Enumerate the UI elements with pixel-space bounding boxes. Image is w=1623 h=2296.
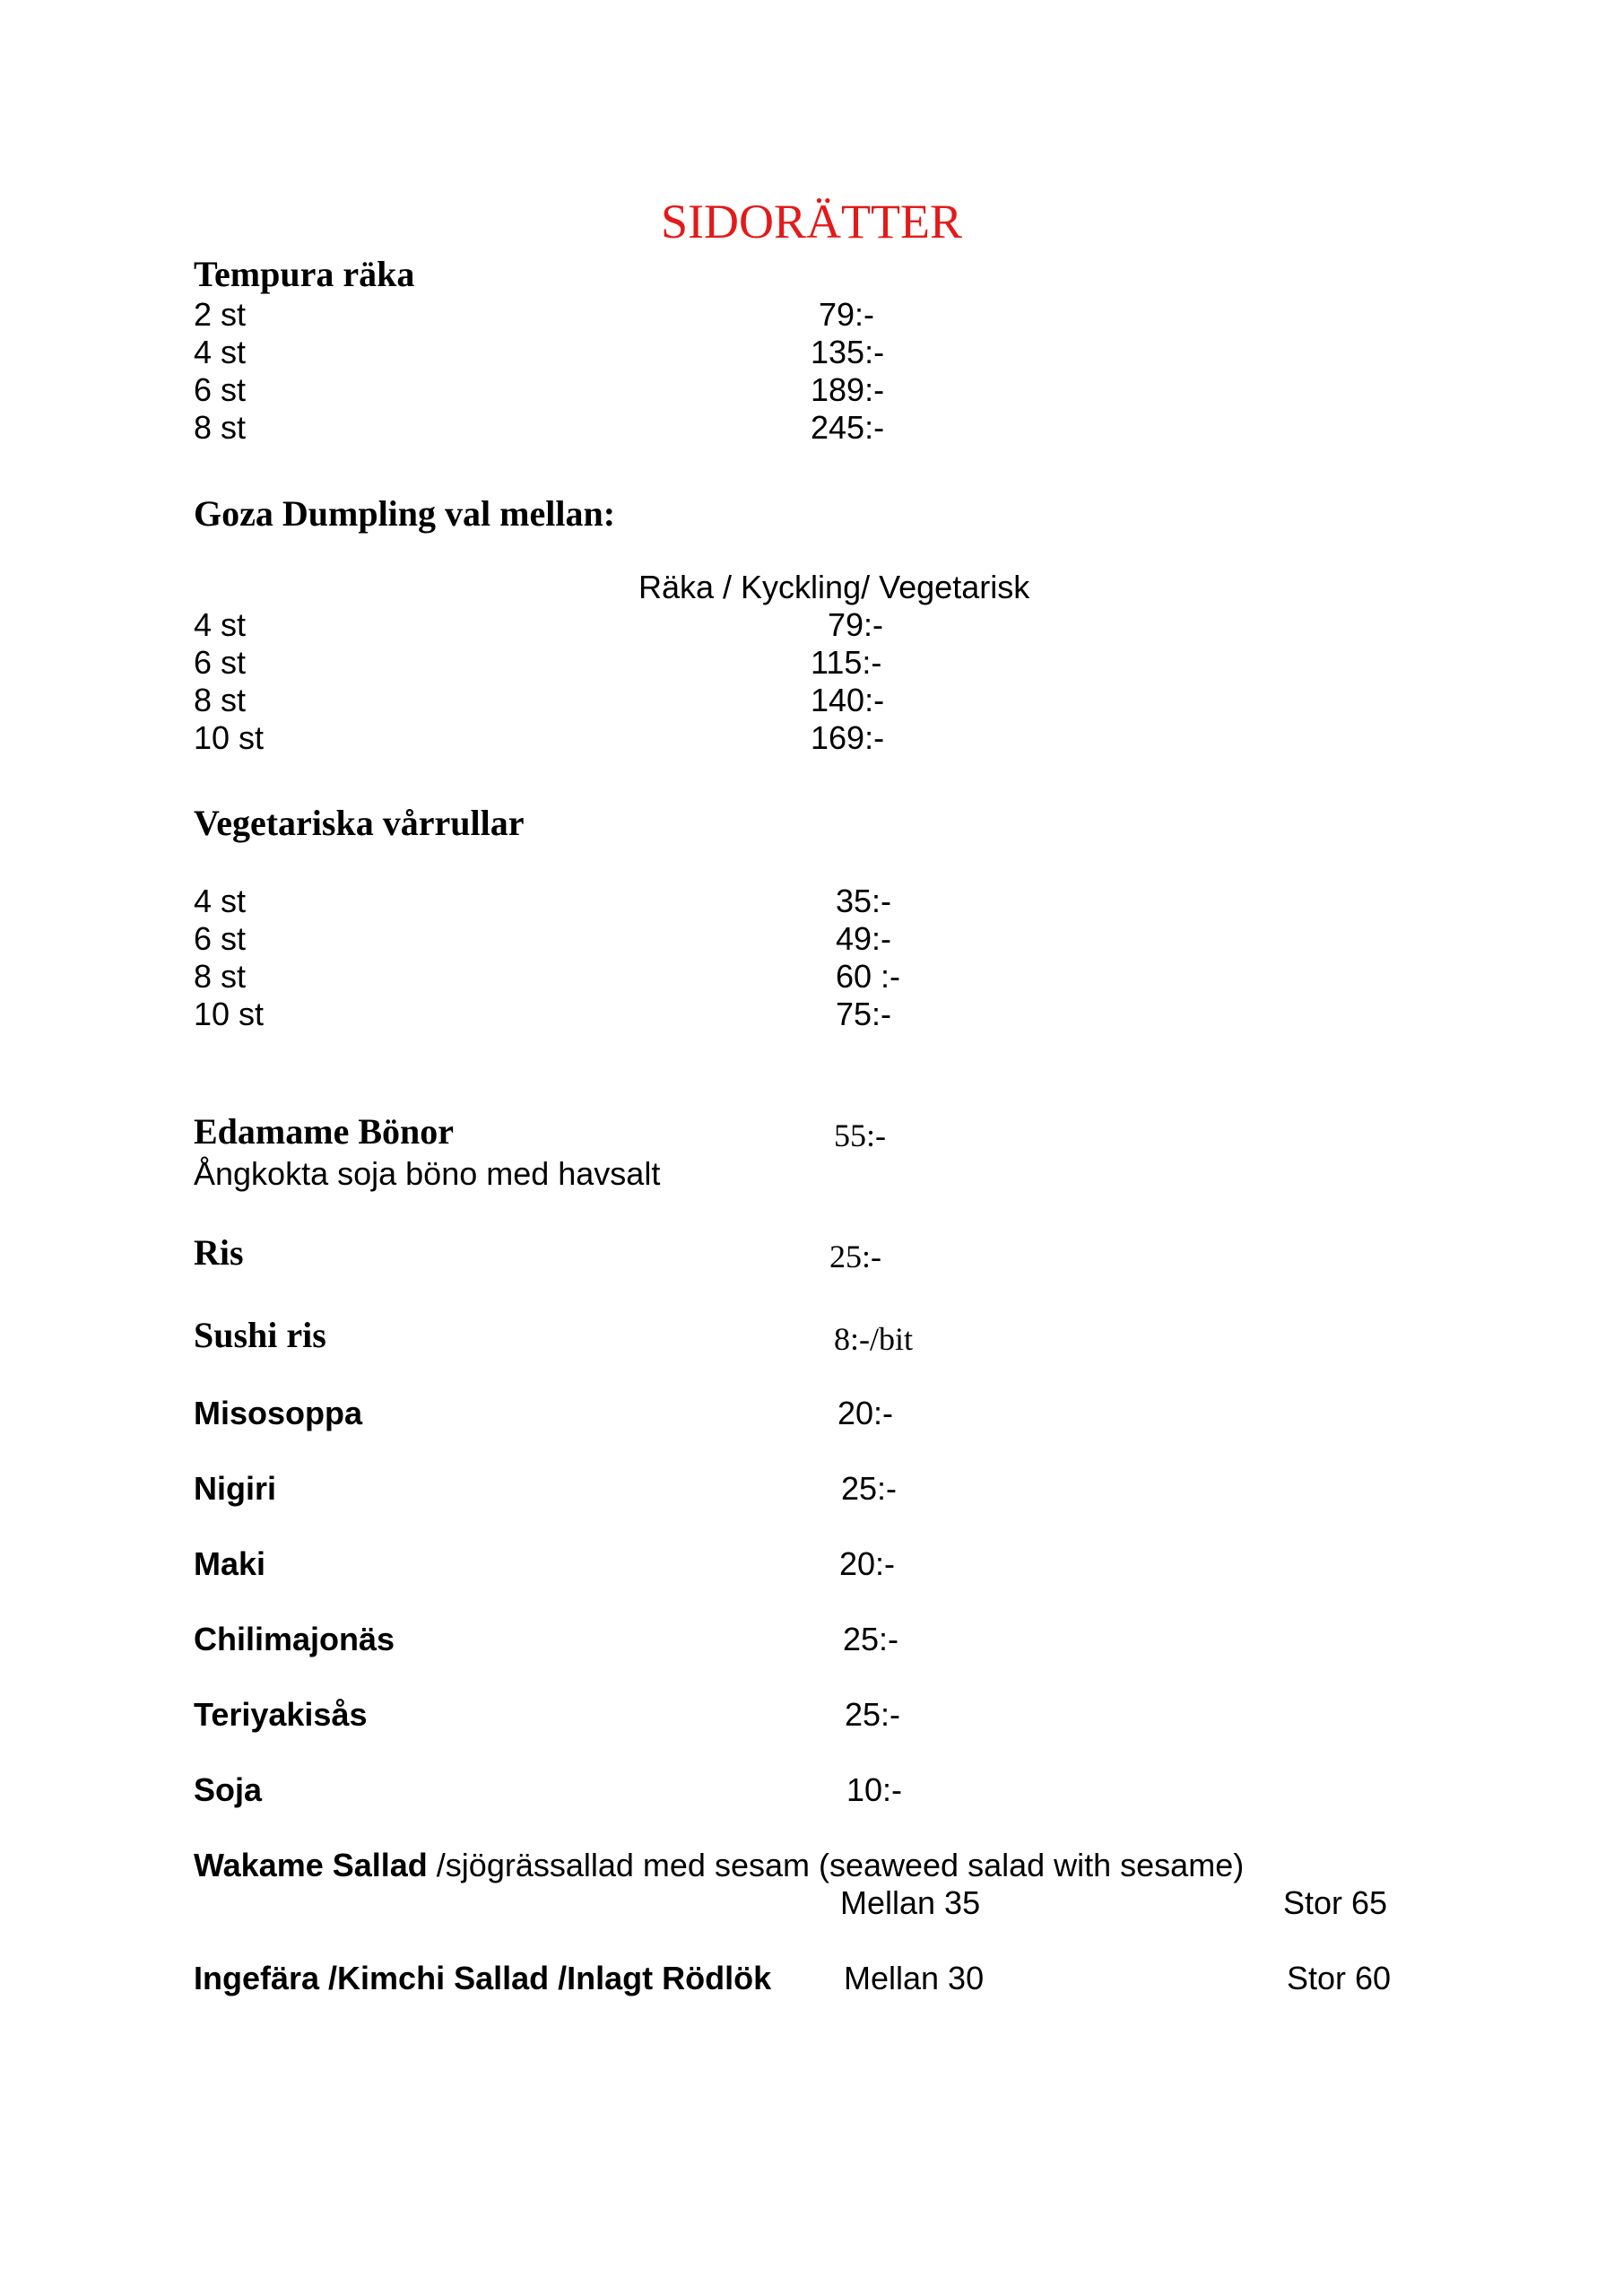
varrullar-price-2: 49:- [836,920,892,957]
extra-name-chilimajonas: Chilimajonäs [194,1621,395,1657]
goza-qty-3: 8 st [194,682,247,718]
extra-price-soja: 10:- [846,1771,903,1808]
ris-price: 25:- [829,1239,881,1274]
extra-price-misosoppa: 20:- [838,1395,894,1431]
goza-price-4: 169:- [811,719,885,756]
extra-price-nigiri: 25:- [841,1470,898,1507]
ris-heading: Ris [194,1232,244,1273]
varrullar-price-4: 75:- [836,996,892,1032]
extra-price-maki: 20:- [839,1545,896,1582]
section-heading-varrullar: Vegetariska vårrullar [194,803,525,843]
tempura-price-2: 135:- [811,334,885,370]
page-title: SIDORÄTTER [661,195,962,248]
sushiris-heading: Sushi ris [194,1315,326,1355]
varrullar-qty-4: 10 st [194,996,265,1032]
tempura-qty-3: 6 st [194,371,247,408]
goza-qty-1: 4 st [194,606,247,643]
tempura-qty-1: 2 st [194,296,247,333]
wakame-line [194,1849,1244,1882]
extra-name-nigiri: Nigiri [194,1470,277,1507]
varrullar-qty-1: 4 st [194,883,247,919]
goza-qty-2: 6 st [194,644,247,681]
tempura-qty-2: 4 st [194,334,247,370]
ingefara-mellan-price: Mellan 30 [844,1960,985,1996]
section-heading-tempura: Tempura räka [194,254,415,294]
wakame-description: /sjögrässallad med sesam (seaweed salad with sesame) [427,1847,1245,1883]
edamame-price: 55:- [834,1118,886,1153]
varrullar-price-1: 35:- [836,883,892,919]
goza-price-1: 79:- [828,606,884,643]
edamame-heading: Edamame Bönor [194,1111,454,1152]
extra-name-misosoppa: Misosoppa [194,1395,363,1431]
tempura-price-4: 245:- [811,409,885,446]
wakame-mellan-price: Mellan 35 [840,1884,981,1921]
ingefara-name: Ingefära /Kimchi Sallad /Inlagt Rödlök [194,1960,772,1996]
tempura-price-3: 189:- [811,371,885,408]
varrullar-price-3: 60 :- [836,958,901,995]
extra-name-teriyakisas: Teriyakisås [194,1696,368,1733]
goza-price-2: 115:- [811,644,882,681]
extra-name-soja: Soja [194,1771,263,1808]
varrullar-qty-2: 6 st [194,920,247,957]
section-heading-goza: Goza Dumpling val mellan: [194,493,616,534]
wakame-name: Wakame Sallad [194,1847,428,1883]
goza-qty-4: 10 st [194,719,265,756]
tempura-price-1: 79:- [819,296,875,333]
ingefara-stor-price: Stor 60 [1287,1960,1392,1996]
wakame-stor-price: Stor 65 [1283,1884,1388,1921]
extra-name-maki: Maki [194,1545,266,1582]
extra-price-chilimajonas: 25:- [843,1621,899,1657]
edamame-description: Ångkokta soja böno med havsalt [194,1155,661,1192]
goza-options: Räka / Kyckling/ Vegetarisk [638,569,1030,605]
tempura-qty-4: 8 st [194,409,247,446]
goza-price-3: 140:- [811,682,885,718]
extra-price-teriyakisas: 25:- [845,1696,901,1733]
varrullar-qty-3: 8 st [194,958,247,995]
sushiris-price: 8:-/bit [834,1321,913,1357]
